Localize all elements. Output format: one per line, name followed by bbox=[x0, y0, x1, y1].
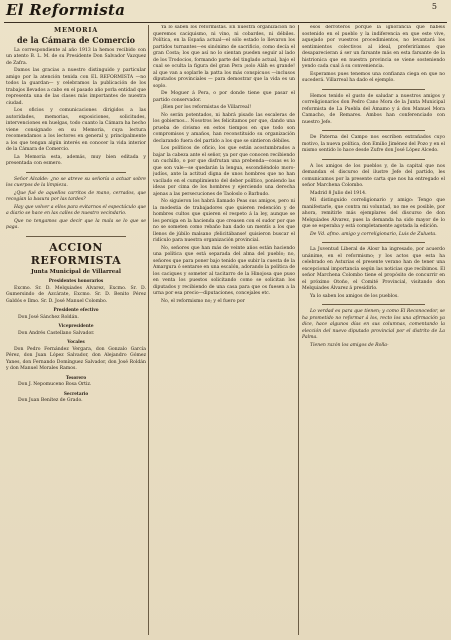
article-paragraph-7: No, señores que han más de veinte años están haciendo una política que está separada del alma del pueblo; no, señores que para poner bajo tenido que subir la cuesta de la Amargura ó sentarse en una escalón, adorando la política de los caciques y someter al tacitarro de la Hinojosa que puso en venta los puestos solicitando como se solicitan los diputados y recibiendo de una casa para que os fuesen a la urna por esa precio—diputaciones, concejales etc. bbox=[153, 245, 295, 296]
news-paragraph-12: Tienen razón los amigos de Rolla- bbox=[310, 342, 389, 348]
presidentes-text: Excmo. Sr. D. Melquiades Alvarez, Excmo. Sr. D. Gumersindo de Azcárate, Excmo. Sr. D. Benito Pérez Galdós e Ilmo. Sr. D. José Manuel Colombo. bbox=[6, 285, 146, 304]
article-paragraph-4: No serán potentados, ni habrá pisado las escaleras de los gobiernos... Nosotros les felicitamos por que, dando una prueba de civismo en estos tiempos en que todo son compromisos y amaños, han reconstituido su organización declarando fuera del partido a los que se sintieron débiles. bbox=[153, 112, 295, 144]
column-right bbox=[302, 25, 445, 635]
secretario-label: Secretario bbox=[63, 390, 89, 396]
memoria-paragraph-4: La Memoria esta, además, muy bien editada y presentada con esmero. bbox=[6, 154, 146, 166]
section-divider bbox=[322, 242, 425, 243]
vocales-label: Vocales bbox=[67, 339, 85, 344]
header-rule bbox=[4, 22, 447, 23]
news-paragraph-9: La Juventud Liberal de Alosr ha ingresado, por acuerdo unánime, en el reformismo; y los actos que esta ha celebrado en Asturias el presente verano han de tener una excepcional importancia según las noticias que recibimos. El señor Marchena Colombo tiene el propósito de concurrir en el próximo Otoño, el Comité Provincial, visitando don Melquiades Álvarez á presidirlo. bbox=[302, 247, 445, 291]
letter-signature: De Vd. afmo. amigo y correligionario, Luis de Zulueta. bbox=[310, 231, 437, 237]
article-paragraph-3: ¡Bien por los reformistas de Villarreal! bbox=[161, 105, 252, 110]
memoria-paragraph-1: La correspondiente al año 1913 la hemos recibido con un atento B. L. M. de su Presidente Don Salvador Vazquez de Zafra. bbox=[6, 47, 146, 66]
presidente-label: Presidente efectivo bbox=[53, 307, 99, 312]
article-paragraph-5: Los políticos de oficio, los que están acostumbrados a bajar la cabeza ante el señor, ya por que conocen recibiendo un cuchillo, o por que disfrutan una prebenda—cosas es lo que son vale—se quedarán la lengua, escondiéndolo moro-judíos, ante la actitud digna de unos hombres que no han vacilado en el cumplimiento del deber político, poniendo las ideas por cima de los hombres y ejerciendo una derecha ajenas a las persecuciones de Taoloslo o Barbudo. bbox=[153, 146, 295, 197]
section-divider bbox=[322, 89, 425, 90]
news-paragraph-10: Ya lo saben los amigos de los pueblos. bbox=[310, 293, 399, 299]
memoria-paragraph-2: Damos las gracias a nuestro distinguido y particular amigo por la atención tenida con EL REFORMISTA —no todos la guardan— y celebramos la publicación de los trabajos llevados a cabo en el pasado año porla entidad que representa una de las clases más importantes de nuestra ciudad. bbox=[6, 68, 146, 106]
column-middle bbox=[153, 25, 295, 635]
column-left bbox=[6, 25, 146, 635]
secretario-text: Don Juan Benítez de Grado. bbox=[18, 398, 83, 403]
vicepresidente-text: Don Andrés Castellano Salvador. bbox=[18, 330, 95, 336]
masthead-title: El Reformista bbox=[6, 1, 126, 19]
page-number: 5 bbox=[431, 2, 437, 11]
column-rule bbox=[298, 25, 299, 635]
news-paragraph-4: De Paterna del Campo nos escriben extrañados cuyo motivo, la nueva política, don Emilio Jiménez del Pozo y en el mismo sentido lo hace desde Zufre don José López Alcedo. bbox=[302, 135, 445, 153]
memoria-heading: MEMORIA bbox=[53, 26, 99, 34]
section-divider bbox=[322, 304, 425, 305]
section-divider bbox=[322, 130, 425, 131]
quote-paragraph-1: Señor Alcalde: ¿no se atreve su señoría a actuar sobre los cuerpos de la limpieza. bbox=[6, 176, 146, 188]
presidente-text: Don José Sánchez Roldán. bbox=[18, 314, 79, 320]
news-paragraph-3: Hemos tenido el gusto de saludar a nuestros amigos y correligionarios don Pedro Cano Mora de la Junta Municipal reformista de La Puebla del Ámamo y á don Manuel Mora Camacho, de Remares. Ambos han conferenciado con nuestro Jefe. bbox=[302, 93, 445, 125]
accion-reformista-heading: ACCION REFORMISTA bbox=[30, 240, 122, 267]
column-rule bbox=[148, 25, 149, 635]
section-divider bbox=[26, 236, 126, 237]
tesorero-text: Don J. Nepomuceno Bosa Ortiz. bbox=[18, 382, 92, 387]
article-paragraph-2: De Moguer á Pera, o por donde tiene que pasar el partido conservador. bbox=[153, 91, 295, 103]
news-paragraph-1: esos derroteros porque la ignorancia que habéis sostenido en el pueblo y la indiferencia en que este vive, aquejado por vuestros procedimientos, no levantará los sentimientos colectivos al ideal, preferiríamos que desaparecieran á ser un farsante más en esta farsante de la histrionica que en nuestra provincia se viene sosteniendo yendo cada cual á su conveniencia. bbox=[302, 25, 445, 69]
news-paragraph-5: A los amigos de los pueblos y, de la capital que nos demandan el discurso del ilustre Jefe del partido, les comunicamos por la presente carta que nos ha entregado el señor Marchena Colombo. bbox=[302, 163, 445, 188]
letter-date: Madrid 8 Julio del 1914. bbox=[310, 190, 367, 196]
vocales-text: Don Pedro Fernández Vergara, don Gonzalo García Pérez, don Juan López Salvador, don Alejandro Gómez Yanes, don Fernando Domínguez Salvador, don José Roldán y don Manuel Morales Ramos. bbox=[6, 346, 146, 371]
quote-paragraph-3: Hay que volver a ellos para evitarnos el espectáculo que a diario se hace en las calles de nuestro vecindario. bbox=[6, 204, 146, 216]
memoria-paragraph-3: Los oficios y comunicaciones dirigidos a las autoridades, memorias, exposiciones, solicitudes, intervenciones en huelgas, todo cuanto la Cámara ha hecho viene consignado en su Memoria, cuya lectura recomendamos a los lectores en general y, principalmente a los que tengan algún interés en conocer la vida interior de la Cámara de Comercio. bbox=[6, 108, 146, 152]
vicepresidente-label: Vicepresidente bbox=[58, 323, 94, 328]
quote-paragraph-4: Que no tengamos que decir que la mala se lo que se paga. bbox=[6, 218, 146, 230]
article-paragraph-6: No siguieron los habrá llamado Peas sus amigos, pero ni la modestia de trabajadores que quieren redención y de hombres cultos que quieren el respeto á la ley, aunque se les persiga en la hacienda que creasen con el sudor por que no se someten como rebaño han dado un mentís a los que llenos de júbilo malsano ¡felicitábanse! quisieron buscar el ridículo para nuestra organización provincial. bbox=[153, 199, 295, 243]
news-paragraph-11: Lo verdad es para que tienen; y como El Reconocedor, se ha prometido no reformar á los, recto los una afirmación ya dice, hace algunos días en sus columnas, comentando la elección del nuevo diputado provincial por el distrito de La Palma. bbox=[302, 309, 445, 340]
section-divider bbox=[322, 159, 425, 160]
tesorero-label: Tesorero bbox=[65, 374, 87, 380]
camara-heading: de la Cámara de Comercio bbox=[16, 34, 136, 45]
article-paragraph-8: No, el reformismo no; y el fuero por bbox=[161, 298, 245, 304]
quote-paragraph-2: ¿Que fué de aquellos carritos de mano, cerrados, que recogían la basura por las tardes? bbox=[6, 190, 146, 202]
news-paragraph-2: Esperamos pues tenemos una confianza ciega en que no sucederá. Villarreal ha dado el ejemplo. bbox=[302, 71, 445, 83]
article-paragraph-1: Ya lo saben los reformistas. En nuestra organización no queremos caciquismo, ni vino, ni cobardes, ni débiles. Política, en la España actual—el sólo estado lo llevaron los partidos turnantes—es sinónimo de sacrificio, como decía el gran Costa; los que así no lo sientan pueden seguir al lado de los Trodocios, formando parte del tinglado actual, bajo el cual se oculta la figura del gran Pera ¡solo Aláh es grande! al que van a soplarle la patta los más conspicuos —inclusos diputados provinciales — para demostrar que la vida es un soplo. bbox=[153, 25, 295, 89]
letter-body: Mi distinguido correligionario y amigo: Tengo que manifestarle, que contra mi voluntad, no me es posible, por ahora, remitirle más ejemplares del discurso de don Melquíades Alvarez, pues la demanda ha sido mayor de lo que se esperaba y está completamente agotada la edición. bbox=[302, 198, 445, 229]
junta-heading: Junta Municipal de Villarreal bbox=[31, 268, 121, 275]
section-divider bbox=[26, 172, 126, 173]
presidentes-label: Presidentes honorarios bbox=[48, 278, 104, 283]
